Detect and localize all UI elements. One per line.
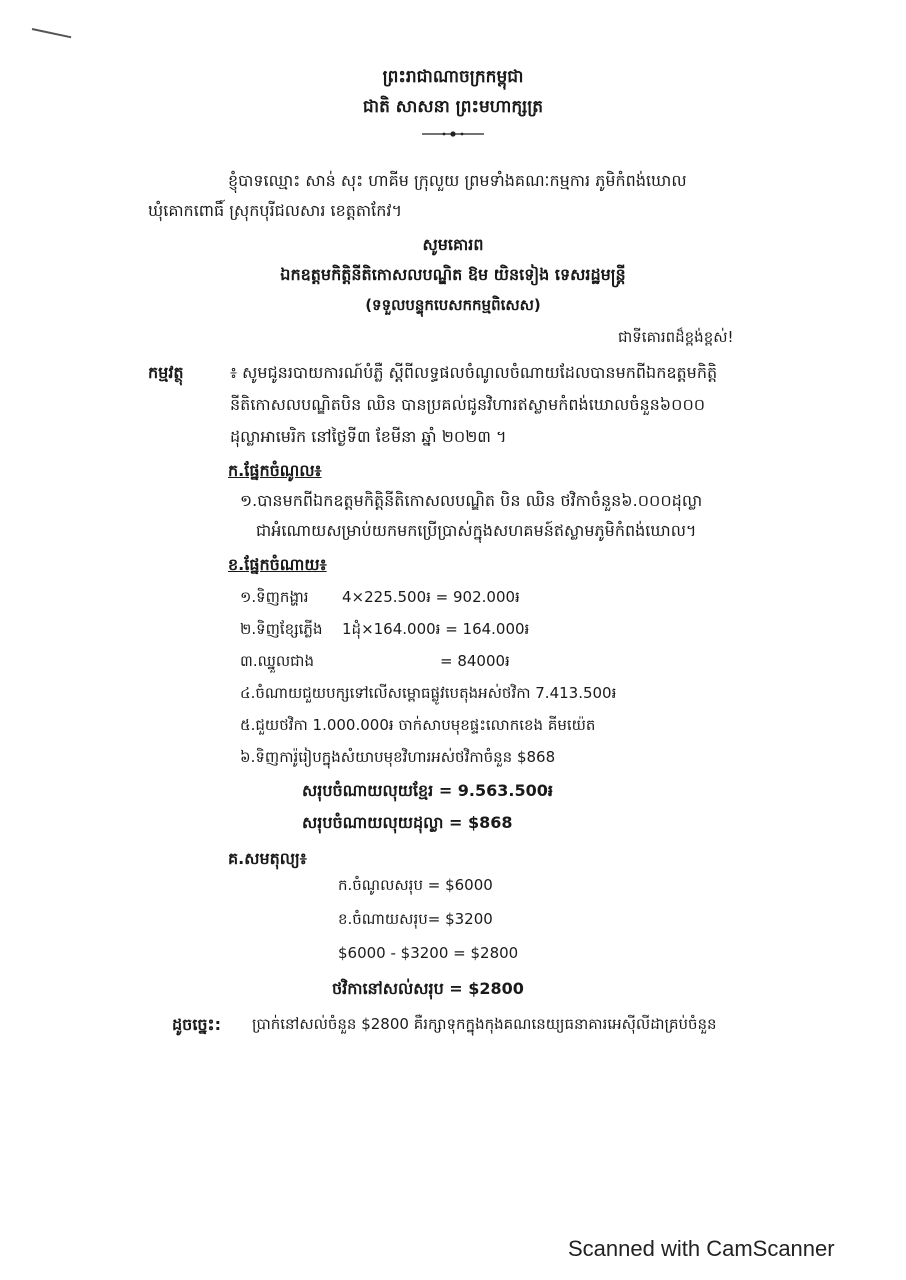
expense-total-usd: សរុបចំណាយលុយដុល្លា = $868 bbox=[302, 813, 513, 832]
ornament-divider-icon bbox=[420, 128, 486, 140]
income-line-2: ជាអំណោយសម្រាប់យកមកប្រើប្រាស់ក្នុងសហគមន៍ឥស្លាមភូមិកំពង់ឃោល។ bbox=[256, 521, 697, 540]
national-motto: ជាតិ សាសនា ព្រះមហាក្សត្រ bbox=[362, 97, 544, 117]
income-line-1: ១.បានមកពីឯកឧត្តមកិត្តិនីតិកោសលបណ្ឌិត បិន ឈិន ថវិកាចំនួន៦.០០០ដុល្លា bbox=[240, 491, 703, 510]
recipient-line: ឯកឧត្តមកិត្តិនីតិកោសលបណ្ឌិត ឱម យិនទៀង ទេសរដ្ឋមន្ត្រី bbox=[280, 265, 626, 284]
recipient-role: (ទទួលបន្ទុកបេសកកម្មពិសេស) bbox=[365, 296, 541, 314]
subject-line-2: នីតិកោសលបណ្ឌិតបិន ឈិន បានប្រគល់ជូនវិហារឥស្លាមកំពង់ឃោលចំនួន៦០០០ bbox=[230, 395, 706, 414]
camscanner-watermark: Scanned with CamScanner bbox=[568, 1236, 835, 1261]
subject-label: កម្មវត្ថុ bbox=[148, 363, 184, 382]
balance-heading: គ.សមតុល្យ៖ bbox=[228, 849, 307, 868]
respect-line: សូមគោរព bbox=[422, 235, 484, 254]
income-heading: ក.ផ្នែកចំណូល៖ bbox=[228, 461, 322, 480]
expense-item-5: ៥.ជួយថវិកា 1.000.000៛ ចាក់សាបមុខផ្ទះលោកខេង គីមយ៉េត bbox=[240, 716, 596, 734]
honorific-line: ជាទីគោរពដ៏ខ្ពង់ខ្ពស់! bbox=[618, 328, 734, 346]
expense-item-3-label: ៣.ឈ្នួលជាង bbox=[240, 652, 314, 670]
intro-line-1: ខ្ញុំបាទឈ្មោះ សាន់ សុះ ហាគីម ក្រុលួយ ព្រមទាំងគណៈកម្មការ ភូមិកំពង់ឃោល bbox=[228, 171, 687, 190]
expense-item-2-label: ២.ទិញខ្សែភ្លើង bbox=[240, 620, 323, 638]
scan-artifact bbox=[32, 28, 72, 38]
expense-item-6: ៦.ទិញការ៉ូរៀបក្នុងសំយាបមុខវិហារអស់ថវិកាចំនួន $868 bbox=[240, 748, 556, 766]
expense-item-4: ៤.ចំណាយជួយបក្សទៅលើសម្ពោធផ្លូវបេតុងអស់ថវិកា 7.413.500៛ bbox=[240, 684, 617, 702]
expense-total-riel: សរុបចំណាយលុយខ្មែរ = 9.563.500៛ bbox=[302, 781, 553, 800]
subject-line-3: ដុល្លាអាមេរិក នៅថ្ងៃទី៣ ខែមីនា ឆ្នាំ ២០២៣ ។ bbox=[230, 427, 507, 446]
expense-item-1-calc: 4×225.500៛ = 902.000៛ bbox=[342, 588, 520, 606]
expense-item-2-calc: 1ដុំ×164.000៛ = 164.000៛ bbox=[342, 620, 530, 638]
expense-item-1-label: ១.ទិញកង្ហារ bbox=[240, 588, 309, 606]
expense-heading: ខ.ផ្នែកចំណាយ៖ bbox=[228, 555, 327, 574]
balance-remaining: ថវិកានៅសល់សរុប = $2800 bbox=[332, 979, 524, 998]
balance-expense-total: ខ.ចំណាយសរុប= $3200 bbox=[338, 910, 493, 928]
conclusion-label: ដូចច្នេះ: bbox=[172, 1015, 221, 1034]
subject-line-1: ៖ សូមជូនរបាយការណ៍បំភ្លឺ ស្តីពីលទ្ធផលចំណូលចំណាយដែលបានមកពីឯកឧត្តមកិត្តិ bbox=[230, 363, 718, 382]
conclusion-text: ប្រាក់នៅសល់ចំនួន $2800 គឺរក្សាទុកក្នុងកុងគណនេយ្យធនាគារអេស៊ីលីដាគ្រប់ចំនួន bbox=[252, 1015, 717, 1033]
expense-item-3-calc: = 84000៛ bbox=[440, 652, 510, 670]
intro-line-2: ឃុំគោកពោធិ៍ ស្រុកបុរីជលសារ ខេត្តតាកែវ។ bbox=[148, 201, 402, 220]
balance-income-total: ក.ចំណូលសរុប = $6000 bbox=[338, 876, 493, 894]
balance-calculation: $6000 - $3200 = $2800 bbox=[338, 944, 519, 962]
kingdom-title: ព្រះរាជាណាចក្រកម្ពុជា bbox=[382, 67, 524, 87]
